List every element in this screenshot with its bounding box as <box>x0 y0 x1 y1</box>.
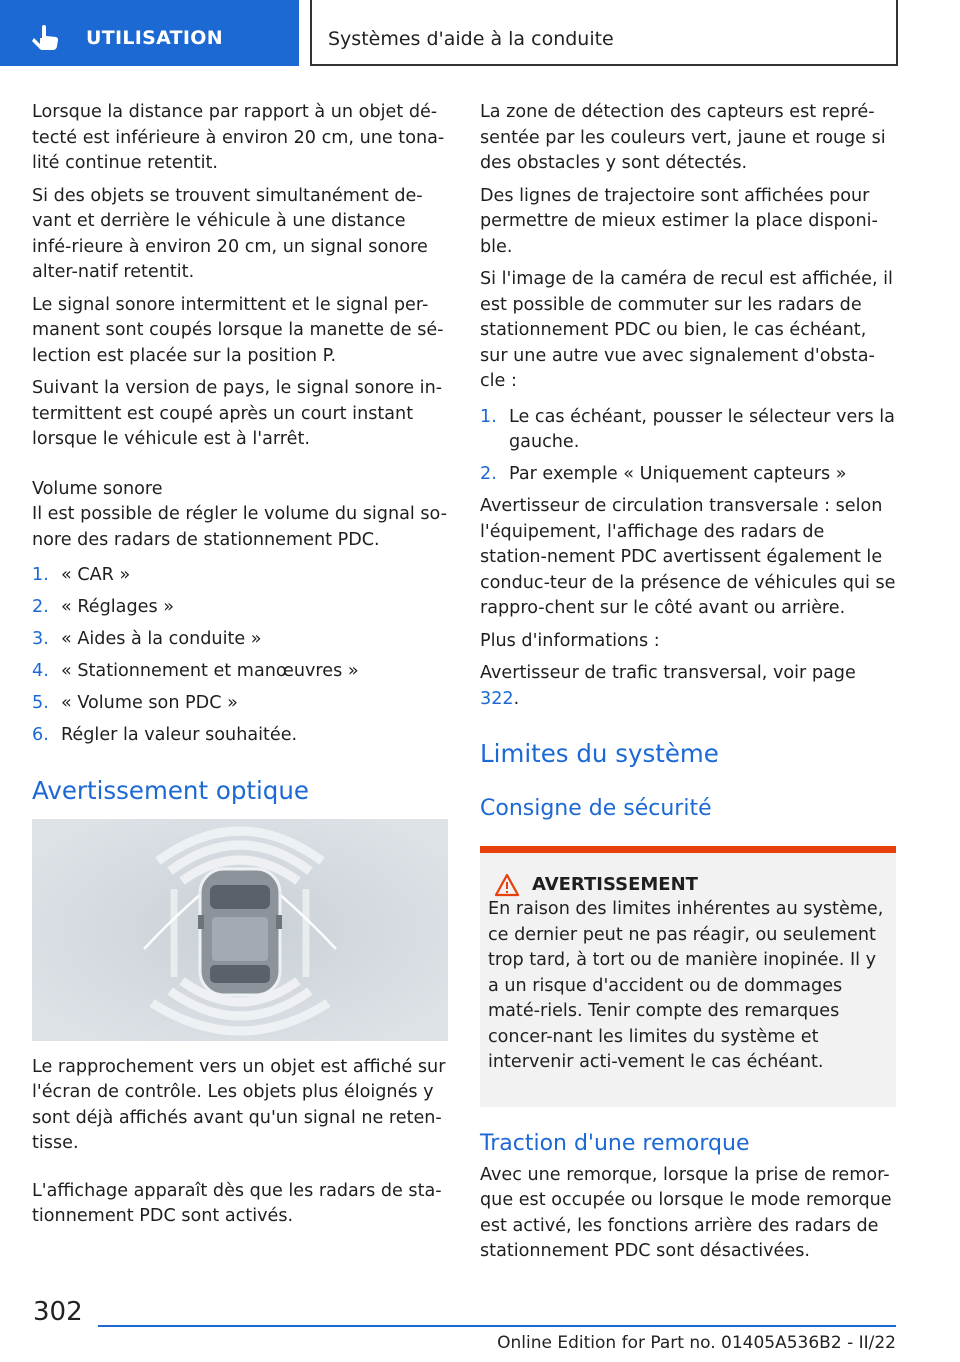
paragraph: Il est possible de régler le volume du signal so-nore des radars de stationnement PDC. <box>32 504 447 550</box>
list-item <box>32 723 448 749</box>
paragraph: L'affichage apparaît dès que les radars de sta-tionnement PDC sont activés. <box>32 1180 442 1226</box>
volume-heading: Volume sonore <box>32 478 163 499</box>
list-number: 3. <box>32 629 49 649</box>
list-text: Le cas échéant, pousser le sélecteur vers la gauche. <box>509 406 895 452</box>
paragraph: La zone de détection des capteurs est repré-sentée par les couleurs vert, jaune et rouge si des obstacles y sont détectés. <box>480 102 886 173</box>
list-number: 1. <box>480 406 497 427</box>
header-title-box <box>310 0 898 66</box>
list-text: Par exemple « Uniquement capteurs » <box>509 464 847 484</box>
system-limits-heading: Limites du système <box>480 739 719 768</box>
paragraph: Des lignes de trajectoire sont affichées pour permettre de mieux estimer la place disponi-ble. <box>480 185 878 257</box>
page-link[interactable]: 322 <box>480 688 514 709</box>
cross-reference <box>480 661 896 712</box>
warning-text: En raison des limites inhérentes au système, ce dernier peut ne pas réagir, ou seulement trop tard, à tort ou de manière inopinée. Il y a un risque d'accident ou de dommages maté-riels. Tenir compte des remarques concer-nant les limites du système et intervenir acti-vement le cas échéant. <box>488 899 884 1072</box>
list-text: Régler la valeur souhaitée. <box>61 725 298 745</box>
list-text: « Réglages » <box>61 597 174 617</box>
list-item <box>32 595 448 621</box>
header-title: Systèmes d'aide à la conduite <box>328 28 614 50</box>
left-column <box>32 100 448 1237</box>
parking-sensor-illustration <box>32 819 448 1041</box>
list-text: « CAR » <box>61 565 131 585</box>
list-item <box>480 405 896 456</box>
list-number: 4. <box>32 661 49 681</box>
right-column <box>480 100 896 1272</box>
cross-reference-text: Avertisseur de trafic transversal, voir page <box>480 663 856 683</box>
list-item <box>32 563 448 589</box>
header-section-label: UTILISATION <box>86 27 223 49</box>
cross-reference-end: . <box>513 688 520 709</box>
list-number: 6. <box>32 725 49 745</box>
warning-title: AVERTISSEMENT <box>532 874 698 895</box>
paragraph: Plus d'informations : <box>480 630 660 651</box>
paragraph: Lorsque la distance par rapport à un objet dé-tecté est inférieure à environ 20 cm, une tona-lité continue retentit. <box>32 102 445 173</box>
warning-box <box>480 846 896 1107</box>
header-section-tab <box>0 0 299 66</box>
hand-pointer-icon <box>30 24 62 52</box>
page-number: 302 <box>33 1297 83 1327</box>
list-item <box>32 627 448 653</box>
trailer-heading: Traction d'une remorque <box>480 1130 750 1156</box>
figure-caption: Le rapprochement vers un objet est affiché sur l'écran de contrôle. Les objets plus éloignés y sont déjà affichés avant qu'un signal ne reten-tisse. <box>32 1056 446 1153</box>
paragraph: Si des objets se trouvent simultanément de-vant et derrière le véhicule à une distance infé-rieure à environ 20 cm, un signal sonore alter-natif retentit. <box>32 185 428 282</box>
paragraph: Suivant la version de pays, le signal sonore in-termittent est coupé après un court instant lorsque le véhicule est à l'arrêt. <box>32 378 443 449</box>
list-number: 5. <box>32 693 49 713</box>
paragraph: Avec une remorque, lorsque la prise de remor-que est occupée ou lorsque le mode remorque est activé, les fonctions arrière des radars de stationnement PDC sont désactivées. <box>480 1164 892 1261</box>
warning-title-row <box>488 873 888 897</box>
list-text: « Stationnement et manœuvres » <box>61 661 359 681</box>
pdc-display-figure <box>32 819 448 1041</box>
list-item <box>480 462 896 488</box>
list-item <box>32 691 448 717</box>
paragraph: Avertisseur de circulation transversale : selon l'équipement, l'affichage des radars de station-nement PDC avertissent également le conduc-teur de la présence de véhicules qui se rappro-chent sur le côté avant ou arrière. <box>480 496 896 618</box>
list-number: 2. <box>32 597 49 617</box>
camera-steps-list <box>480 405 896 488</box>
list-number: 2. <box>480 464 497 484</box>
footer-divider <box>98 1325 896 1327</box>
list-text: « Volume son PDC » <box>61 693 238 713</box>
optical-warning-heading: Avertissement optique <box>32 775 309 805</box>
warning-triangle-icon <box>494 873 520 897</box>
volume-steps-list <box>32 563 448 749</box>
list-text: « Aides à la conduite » <box>61 629 262 649</box>
paragraph: Le signal sonore intermittent et le signal per-manent sont coupés lorsque la manette de sé-lection est placée sur la position P. <box>32 294 444 366</box>
safety-note-heading: Consigne de sécurité <box>480 796 712 821</box>
edition-footer: Online Edition for Part no. 01405A536B2 - II/22 <box>497 1333 896 1353</box>
list-item <box>32 659 448 685</box>
paragraph: Si l'image de la caméra de recul est affichée, il est possible de commuter sur les radars de stationnement PDC ou bien, le cas échéant, sur une autre vue avec signalement d'obsta-cle : <box>480 269 893 391</box>
list-number: 1. <box>32 565 49 585</box>
